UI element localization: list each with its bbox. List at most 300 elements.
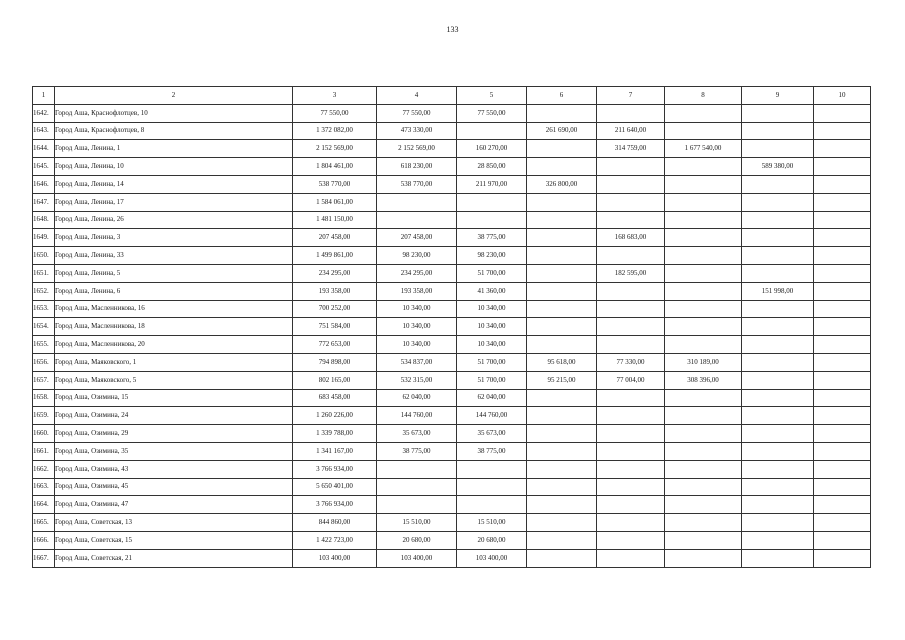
value-cell-col-9: [742, 264, 814, 282]
table-row: [33, 264, 871, 282]
value-cell-col-4: 207 458,00: [377, 229, 457, 247]
value-cell-col-9: [742, 247, 814, 265]
row-number-cell: 1656.: [33, 353, 55, 371]
value-cell-col-6: [527, 229, 597, 247]
value-cell-col-4: [377, 193, 457, 211]
table-row: [33, 247, 871, 265]
value-cell-col-9: [742, 514, 814, 532]
value-cell-col-4: 473 330,00: [377, 122, 457, 140]
value-cell-col-7: [597, 549, 665, 567]
value-cell-col-3: 1 339 788,00: [293, 425, 377, 443]
value-cell-col-7: 77 004,00: [597, 371, 665, 389]
value-cell-col-6: 326 800,00: [527, 175, 597, 193]
value-cell-col-5: 98 230,00: [457, 247, 527, 265]
value-cell-col-5: 103 400,00: [457, 549, 527, 567]
value-cell-col-9: [742, 122, 814, 140]
value-cell-col-9: [742, 300, 814, 318]
value-cell-col-10: [814, 175, 871, 193]
row-number-cell: 1662.: [33, 460, 55, 478]
value-cell-col-7: [597, 318, 665, 336]
value-cell-col-6: [527, 460, 597, 478]
value-cell-col-9: [742, 104, 814, 122]
header-row: [33, 87, 871, 105]
value-cell-col-7: [597, 478, 665, 496]
value-cell-col-7: [597, 531, 665, 549]
address-cell: Город Аша, Ленина, 3: [55, 229, 293, 247]
value-cell-col-5: 10 340,00: [457, 300, 527, 318]
value-cell-col-8: [665, 318, 742, 336]
value-cell-col-4: [377, 460, 457, 478]
value-cell-col-3: 794 898,00: [293, 353, 377, 371]
table-row: [33, 318, 871, 336]
value-cell-col-6: [527, 514, 597, 532]
table-body: [33, 104, 871, 567]
value-cell-col-9: [742, 211, 814, 229]
value-cell-col-9: [742, 389, 814, 407]
value-cell-col-10: [814, 531, 871, 549]
table-row: [33, 478, 871, 496]
value-cell-col-8: [665, 478, 742, 496]
value-cell-col-9: [742, 371, 814, 389]
row-number-cell: 1664.: [33, 496, 55, 514]
value-cell-col-10: [814, 425, 871, 443]
value-cell-col-5: 10 340,00: [457, 336, 527, 354]
value-cell-col-9: [742, 549, 814, 567]
table-row: [33, 531, 871, 549]
value-cell-col-9: [742, 425, 814, 443]
row-number-cell: 1657.: [33, 371, 55, 389]
address-cell: Город Аша, Маяковского, 5: [55, 371, 293, 389]
value-cell-col-4: 532 315,00: [377, 371, 457, 389]
row-number-cell: 1644.: [33, 140, 55, 158]
table-row: [33, 442, 871, 460]
row-number-cell: 1653.: [33, 300, 55, 318]
table-row: [33, 104, 871, 122]
column-header-6: 6: [527, 87, 597, 105]
value-cell-col-8: [665, 300, 742, 318]
address-cell: Город Аша, Масленникова, 16: [55, 300, 293, 318]
value-cell-col-3: 2 152 569,00: [293, 140, 377, 158]
value-cell-col-8: [665, 514, 742, 532]
value-cell-col-4: 10 340,00: [377, 318, 457, 336]
address-cell: Город Аша, Советская, 13: [55, 514, 293, 532]
value-cell-col-7: 182 595,00: [597, 264, 665, 282]
value-cell-col-3: 193 358,00: [293, 282, 377, 300]
value-cell-col-4: 618 230,00: [377, 158, 457, 176]
value-cell-col-6: [527, 193, 597, 211]
row-number-cell: 1666.: [33, 531, 55, 549]
value-cell-col-3: 1 341 167,00: [293, 442, 377, 460]
value-cell-col-3: 1 804 461,00: [293, 158, 377, 176]
value-cell-col-4: 35 673,00: [377, 425, 457, 443]
value-cell-col-9: [742, 229, 814, 247]
row-number-cell: 1665.: [33, 514, 55, 532]
value-cell-col-3: 103 400,00: [293, 549, 377, 567]
value-cell-col-4: 234 295,00: [377, 264, 457, 282]
row-number-cell: 1650.: [33, 247, 55, 265]
address-cell: Город Аша, Краснофлотцев, 8: [55, 122, 293, 140]
value-cell-col-6: [527, 264, 597, 282]
value-cell-col-9: [742, 478, 814, 496]
value-cell-col-3: 5 650 401,00: [293, 478, 377, 496]
table-row: [33, 282, 871, 300]
value-cell-col-5: 51 700,00: [457, 353, 527, 371]
value-cell-col-3: 802 165,00: [293, 371, 377, 389]
value-cell-col-4: 62 040,00: [377, 389, 457, 407]
value-cell-col-7: 314 759,00: [597, 140, 665, 158]
value-cell-col-4: 538 770,00: [377, 175, 457, 193]
value-cell-col-10: [814, 478, 871, 496]
value-cell-col-6: [527, 211, 597, 229]
value-cell-col-8: [665, 460, 742, 478]
value-cell-col-5: 41 360,00: [457, 282, 527, 300]
value-cell-col-5: [457, 211, 527, 229]
value-cell-col-10: [814, 460, 871, 478]
row-number-cell: 1659.: [33, 407, 55, 425]
value-cell-col-7: [597, 300, 665, 318]
value-cell-col-4: 38 775,00: [377, 442, 457, 460]
value-cell-col-7: 211 640,00: [597, 122, 665, 140]
column-header-9: 9: [742, 87, 814, 105]
value-cell-col-4: 10 340,00: [377, 336, 457, 354]
value-cell-col-10: [814, 104, 871, 122]
value-cell-col-10: [814, 211, 871, 229]
value-cell-col-7: [597, 247, 665, 265]
value-cell-col-8: [665, 442, 742, 460]
row-number-cell: 1642.: [33, 104, 55, 122]
address-cell: Город Аша, Ленина, 17: [55, 193, 293, 211]
value-cell-col-5: 160 270,00: [457, 140, 527, 158]
value-cell-col-10: [814, 140, 871, 158]
address-cell: Город Аша, Ленина, 6: [55, 282, 293, 300]
value-cell-col-9: [742, 460, 814, 478]
value-cell-col-9: 589 380,00: [742, 158, 814, 176]
value-cell-col-4: 77 550,00: [377, 104, 457, 122]
value-cell-col-8: [665, 104, 742, 122]
value-cell-col-5: 28 850,00: [457, 158, 527, 176]
value-cell-col-4: [377, 478, 457, 496]
value-cell-col-5: 51 700,00: [457, 264, 527, 282]
table-row: [33, 496, 871, 514]
row-number-cell: 1645.: [33, 158, 55, 176]
value-cell-col-9: 151 998,00: [742, 282, 814, 300]
value-cell-col-7: [597, 389, 665, 407]
value-cell-col-10: [814, 336, 871, 354]
address-cell: Город Аша, Советская, 15: [55, 531, 293, 549]
value-cell-col-10: [814, 514, 871, 532]
value-cell-col-4: [377, 211, 457, 229]
value-cell-col-6: [527, 104, 597, 122]
address-cell: Город Аша, Маяковского, 1: [55, 353, 293, 371]
value-cell-col-6: [527, 282, 597, 300]
address-cell: Город Аша, Озимина, 35: [55, 442, 293, 460]
value-cell-col-6: [527, 318, 597, 336]
value-cell-col-8: [665, 264, 742, 282]
address-cell: Город Аша, Советская, 21: [55, 549, 293, 567]
address-cell: Город Аша, Озимина, 15: [55, 389, 293, 407]
row-number-cell: 1667.: [33, 549, 55, 567]
address-cell: Город Аша, Ленина, 10: [55, 158, 293, 176]
value-cell-col-10: [814, 549, 871, 567]
table-row: [33, 336, 871, 354]
value-cell-col-4: 534 837,00: [377, 353, 457, 371]
value-cell-col-6: [527, 442, 597, 460]
value-cell-col-8: 308 396,00: [665, 371, 742, 389]
table-row: [33, 549, 871, 567]
value-cell-col-3: 77 550,00: [293, 104, 377, 122]
address-cell: Город Аша, Ленина, 26: [55, 211, 293, 229]
value-cell-col-8: [665, 282, 742, 300]
value-cell-col-10: [814, 371, 871, 389]
table-row: [33, 140, 871, 158]
value-cell-col-7: [597, 496, 665, 514]
value-cell-col-4: 144 760,00: [377, 407, 457, 425]
table-row: [33, 175, 871, 193]
value-cell-col-3: 538 770,00: [293, 175, 377, 193]
row-number-cell: 1652.: [33, 282, 55, 300]
value-cell-col-7: [597, 175, 665, 193]
value-cell-col-5: [457, 496, 527, 514]
value-cell-col-3: 772 653,00: [293, 336, 377, 354]
value-cell-col-6: [527, 140, 597, 158]
value-cell-col-3: 1 422 723,00: [293, 531, 377, 549]
value-cell-col-3: 1 584 061,00: [293, 193, 377, 211]
value-cell-col-3: 3 766 934,00: [293, 460, 377, 478]
value-cell-col-9: [742, 193, 814, 211]
value-cell-col-3: 700 252,00: [293, 300, 377, 318]
value-cell-col-9: [742, 140, 814, 158]
data-table: [32, 86, 871, 568]
value-cell-col-5: 20 680,00: [457, 531, 527, 549]
value-cell-col-6: [527, 478, 597, 496]
value-cell-col-5: [457, 193, 527, 211]
row-number-cell: 1643.: [33, 122, 55, 140]
value-cell-col-6: [527, 336, 597, 354]
value-cell-col-7: 168 683,00: [597, 229, 665, 247]
address-cell: Город Аша, Ленина, 33: [55, 247, 293, 265]
value-cell-col-6: [527, 425, 597, 443]
row-number-cell: 1651.: [33, 264, 55, 282]
value-cell-col-8: [665, 549, 742, 567]
column-header-7: 7: [597, 87, 665, 105]
value-cell-col-8: [665, 211, 742, 229]
address-cell: Город Аша, Ленина, 5: [55, 264, 293, 282]
page-number: 133: [446, 25, 459, 34]
value-cell-col-10: [814, 229, 871, 247]
value-cell-col-3: 3 766 934,00: [293, 496, 377, 514]
row-number-cell: 1655.: [33, 336, 55, 354]
value-cell-col-6: 95 618,00: [527, 353, 597, 371]
value-cell-col-5: 38 775,00: [457, 229, 527, 247]
table-row: [33, 229, 871, 247]
table-row: [33, 300, 871, 318]
value-cell-col-8: [665, 158, 742, 176]
value-cell-col-9: [742, 353, 814, 371]
column-header-3: 3: [293, 87, 377, 105]
value-cell-col-3: 683 458,00: [293, 389, 377, 407]
table-row: [33, 158, 871, 176]
value-cell-col-6: [527, 300, 597, 318]
value-cell-col-7: [597, 442, 665, 460]
row-number-cell: 1661.: [33, 442, 55, 460]
value-cell-col-10: [814, 122, 871, 140]
column-header-4: 4: [377, 87, 457, 105]
value-cell-col-5: 15 510,00: [457, 514, 527, 532]
value-cell-col-9: [742, 336, 814, 354]
value-cell-col-7: [597, 193, 665, 211]
value-cell-col-6: [527, 496, 597, 514]
value-cell-col-6: [527, 158, 597, 176]
value-cell-col-4: 10 340,00: [377, 300, 457, 318]
table-row: [33, 193, 871, 211]
value-cell-col-6: [527, 247, 597, 265]
address-cell: Город Аша, Масленникова, 18: [55, 318, 293, 336]
value-cell-col-10: [814, 264, 871, 282]
value-cell-col-4: 15 510,00: [377, 514, 457, 532]
value-cell-col-5: [457, 122, 527, 140]
row-number-cell: 1654.: [33, 318, 55, 336]
value-cell-col-9: [742, 496, 814, 514]
value-cell-col-8: [665, 496, 742, 514]
value-cell-col-7: [597, 514, 665, 532]
row-number-cell: 1658.: [33, 389, 55, 407]
row-number-cell: 1648.: [33, 211, 55, 229]
value-cell-col-4: [377, 496, 457, 514]
value-cell-col-6: 261 690,00: [527, 122, 597, 140]
value-cell-col-9: [742, 318, 814, 336]
value-cell-col-6: [527, 389, 597, 407]
value-cell-col-4: 98 230,00: [377, 247, 457, 265]
column-header-8: 8: [665, 87, 742, 105]
value-cell-col-6: [527, 549, 597, 567]
value-cell-col-6: 95 215,00: [527, 371, 597, 389]
table-row: [33, 460, 871, 478]
address-cell: Город Аша, Озимина, 24: [55, 407, 293, 425]
address-cell: Город Аша, Масленникова, 20: [55, 336, 293, 354]
value-cell-col-7: [597, 407, 665, 425]
column-header-2: 2: [55, 87, 293, 105]
value-cell-col-3: 1 481 150,00: [293, 211, 377, 229]
value-cell-col-3: 207 458,00: [293, 229, 377, 247]
table-row: [33, 425, 871, 443]
row-number-cell: 1660.: [33, 425, 55, 443]
value-cell-col-8: [665, 247, 742, 265]
value-cell-col-4: 2 152 569,00: [377, 140, 457, 158]
address-cell: Город Аша, Озимина, 47: [55, 496, 293, 514]
value-cell-col-10: [814, 158, 871, 176]
row-number-cell: 1649.: [33, 229, 55, 247]
row-number-cell: 1647.: [33, 193, 55, 211]
value-cell-col-8: [665, 407, 742, 425]
value-cell-col-9: [742, 407, 814, 425]
row-number-cell: 1663.: [33, 478, 55, 496]
value-cell-col-4: 193 358,00: [377, 282, 457, 300]
address-cell: Город Аша, Озимина, 29: [55, 425, 293, 443]
value-cell-col-3: 844 860,00: [293, 514, 377, 532]
value-cell-col-5: 211 970,00: [457, 175, 527, 193]
value-cell-col-3: 1 499 861,00: [293, 247, 377, 265]
value-cell-col-7: 77 330,00: [597, 353, 665, 371]
value-cell-col-5: 38 775,00: [457, 442, 527, 460]
value-cell-col-5: 77 550,00: [457, 104, 527, 122]
value-cell-col-6: [527, 407, 597, 425]
value-cell-col-7: [597, 104, 665, 122]
table-row: [33, 211, 871, 229]
value-cell-col-8: [665, 229, 742, 247]
value-cell-col-8: [665, 531, 742, 549]
address-cell: Город Аша, Краснофлотцев, 10: [55, 104, 293, 122]
value-cell-col-9: [742, 175, 814, 193]
value-cell-col-5: [457, 478, 527, 496]
value-cell-col-7: [597, 460, 665, 478]
value-cell-col-8: [665, 425, 742, 443]
address-cell: Город Аша, Ленина, 1: [55, 140, 293, 158]
value-cell-col-8: 310 189,00: [665, 353, 742, 371]
value-cell-col-4: 103 400,00: [377, 549, 457, 567]
value-cell-col-7: [597, 425, 665, 443]
value-cell-col-10: [814, 282, 871, 300]
value-cell-col-10: [814, 442, 871, 460]
table-row: [33, 371, 871, 389]
value-cell-col-3: 1 260 226,00: [293, 407, 377, 425]
value-cell-col-10: [814, 318, 871, 336]
value-cell-col-7: [597, 282, 665, 300]
value-cell-col-9: [742, 442, 814, 460]
value-cell-col-5: 51 700,00: [457, 371, 527, 389]
value-cell-col-10: [814, 193, 871, 211]
row-number-cell: 1646.: [33, 175, 55, 193]
table-row: [33, 122, 871, 140]
value-cell-col-8: [665, 193, 742, 211]
table-row: [33, 353, 871, 371]
value-cell-col-7: [597, 211, 665, 229]
value-cell-col-6: [527, 531, 597, 549]
value-cell-col-8: [665, 175, 742, 193]
column-header-1: 1: [33, 87, 55, 105]
value-cell-col-5: 10 340,00: [457, 318, 527, 336]
column-header-10: 10: [814, 87, 871, 105]
column-header-5: 5: [457, 87, 527, 105]
value-cell-col-5: [457, 460, 527, 478]
address-cell: Город Аша, Озимина, 43: [55, 460, 293, 478]
value-cell-col-3: 234 295,00: [293, 264, 377, 282]
value-cell-col-10: [814, 247, 871, 265]
value-cell-col-5: 62 040,00: [457, 389, 527, 407]
value-cell-col-10: [814, 407, 871, 425]
table-row: [33, 407, 871, 425]
value-cell-col-3: 1 372 082,00: [293, 122, 377, 140]
table-row: [33, 389, 871, 407]
value-cell-col-8: [665, 389, 742, 407]
address-cell: Город Аша, Озимина, 45: [55, 478, 293, 496]
value-cell-col-5: 35 673,00: [457, 425, 527, 443]
value-cell-col-10: [814, 496, 871, 514]
value-cell-col-4: 20 680,00: [377, 531, 457, 549]
value-cell-col-8: [665, 336, 742, 354]
value-cell-col-10: [814, 300, 871, 318]
value-cell-col-5: 144 760,00: [457, 407, 527, 425]
value-cell-col-9: [742, 531, 814, 549]
value-cell-col-8: 1 677 540,00: [665, 140, 742, 158]
value-cell-col-8: [665, 122, 742, 140]
table-row: [33, 514, 871, 532]
value-cell-col-7: [597, 336, 665, 354]
value-cell-col-10: [814, 353, 871, 371]
address-cell: Город Аша, Ленина, 14: [55, 175, 293, 193]
value-cell-col-7: [597, 158, 665, 176]
value-cell-col-3: 751 584,00: [293, 318, 377, 336]
value-cell-col-10: [814, 389, 871, 407]
